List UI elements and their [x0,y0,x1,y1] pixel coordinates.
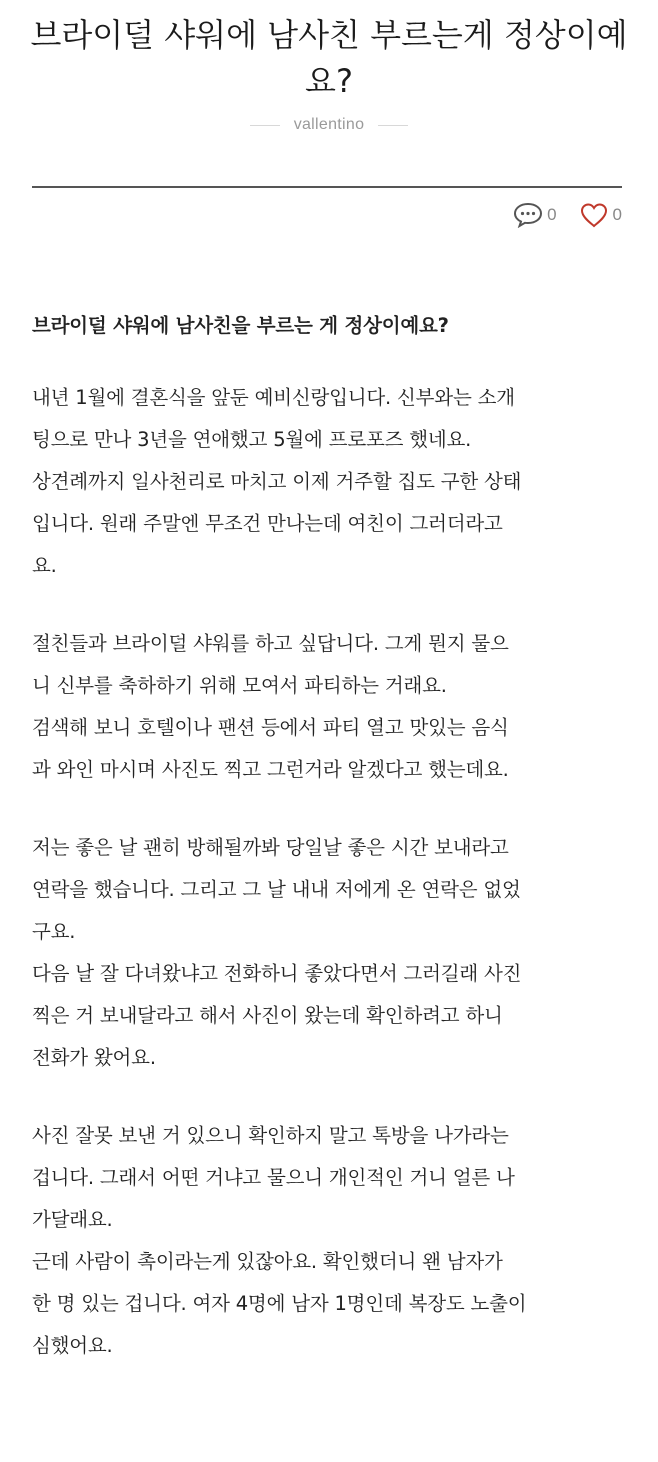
post-headline: 브라이덜 샤워에 남사친을 부르는 게 정상이예요? [32,314,449,337]
author-row [0,116,658,134]
speech-bubble-icon [513,202,543,228]
author-name[interactable]: vallentino [293,116,365,133]
paragraph-gap [32,791,632,827]
paragraph: 사진 잘못 보낸 거 있으니 확인하지 말고 톡방을 나가라는 겁니다. 그래서 어떤 거냐고 물으니 개인적인 거니 얼른 나 가달래요. 근데 사람이 촉이라는게 있잖아요. 확인했더니 왠 남자가 한 명 있는 겁니다. 여자 4명에 남자 1명인데 복장도 노출이 심했어요. [32,1124,527,1357]
header-divider [32,186,622,188]
author-divider-left [250,125,280,126]
paragraph-gap [32,1079,632,1115]
paragraph: 내년 1월에 결혼식을 앞둔 예비신랑입니다. 신부와는 소개 팅으로 만나 3년을 연애했고 5월에 프로포즈 했네요. 상견례까지 일사천리로 마치고 이제 거주할 집도 구한 상태 입니다. 원래 주말엔 무조건 만나는데 여친이 그러더라고 요. [32,386,522,577]
paragraph: 절친들과 브라이덜 샤워를 하고 싶답니다. 그게 뭔지 물으 니 신부를 축하하기 위해 모여서 파티하는 거래요. 검색해 보니 호텔이나 팬션 등에서 파티 열고 맛있는 음식 과 와인 마시며 사진도 찍고 그런거라 알겠다고 했는데요. [32,632,509,781]
post-stats [513,202,622,228]
author-divider-right [378,125,408,126]
paragraph-gap [32,587,632,623]
like-count: 0 [612,205,622,224]
post-content [32,305,632,1367]
post-title: 브라이덜 샤워에 남사친 부르는게 정상이예요? [30,16,628,100]
like-button[interactable] [579,202,622,228]
heart-icon [579,202,609,228]
comment-button[interactable] [513,202,556,228]
comment-count: 0 [547,205,557,224]
paragraph: 저는 좋은 날 괜히 방해될까봐 당일날 좋은 시간 보내라고 연락을 했습니다. 그리고 그 날 내내 저에게 온 연락은 없었 구요. 다음 날 잘 다녀왔냐고 전화하니 좋았다면서 그러길래 사진 찍은 거 보내달라고 해서 사진이 왔는데 확인하려고 하니 전화가 왔어요. [32,836,522,1069]
